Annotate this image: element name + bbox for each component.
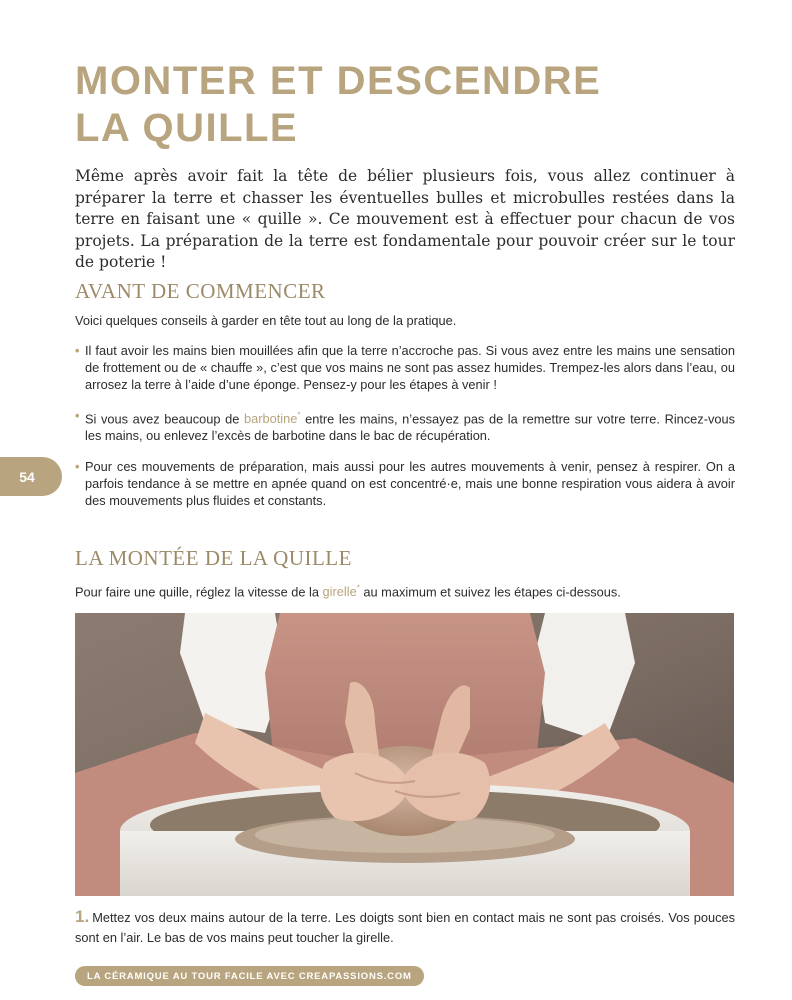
bullet-text-before: Si vous avez beaucoup de [85,411,244,427]
list-item [75,407,735,444]
glossary-term-girelle[interactable]: girelle* [322,584,360,600]
bullet-text-after: entre les mains, n’essayez pas de la remettre sur votre terre. Rincez-vous les mains, ou enlevez l’excès de barbotine dans le bac de récupération. [85,411,735,444]
step-1 [75,907,735,948]
section-heading-avant: AVANT DE COMMENCER [75,279,326,303]
bullet-text: Il faut avoir les mains bien mouillées afin que la terre n’accroche pas. Si vous avez entre les mains une sensation de frottement ou de « chauffe », c’est que vos mains ne sont pas assez humides. Trempez-les alors dans l’eau, ou arrosez la terre à l’aide d’une éponge. Pensez-y pour les étapes à venir ! [85,343,735,392]
tips-list [75,342,735,509]
section-heading-montee: LA MONTÉE DE LA QUILLE [75,546,352,570]
title-line-1: MONTER ET DESCENDRE [75,59,602,103]
footer-text: LA CÉRAMIQUE AU TOUR FACILE AVEC CREAPASSIONS.COM [87,970,412,982]
glossary-term-barbotine[interactable]: barbotine* [243,411,301,427]
section-quille-text: Pour faire une quille, réglez la vitesse de la girelle* au maximum et suivez les étapes ci-dessous. [75,584,621,600]
bullet-text: Pour ces mouvements de préparation, mais aussi pour les autres mouvements à venir, pensez à respirer. On a parfois tendance à se mettre en apnée quand on est concentré·e, mais une bonne respiration vous aidera à avoir des mouvements plus fluides et constants. [85,459,735,509]
bullet-dot-icon: • [75,459,80,475]
section-intro-text: Voici quelques conseils à garder en tête tout au long de la pratique. [75,313,457,328]
page-number: 54 [19,468,35,485]
footer-banner [75,966,424,986]
pottery-illustration [75,613,734,896]
step-text: Mettez vos deux mains autour de la terre. Les doigts sont bien en contact mais ne sont pas croisés. Vos pouces sont en l’air. Le bas de vos mains peut toucher la girelle. [75,910,735,945]
list-item [75,342,735,393]
page-number-tab [0,457,62,496]
bullet-dot-icon: • [75,408,80,423]
intro-paragraph: Même après avoir fait la tête de bélier plusieurs fois, vous allez continuer à préparer la terre et chasser les éventuelles bulles et microbulles restées dans la terre en faisant une « quille ». Ce mouvement est à effectuer pour chacun de vos projets. La préparation de la terre est fondamentale pour pouvoir créer sur le tour de poterie ! [75,167,735,271]
page-title [75,58,735,152]
bullet-dot-icon: • [75,343,80,358]
step-number: 1. [75,907,90,926]
list-item [75,458,735,509]
title-line-2: LA QUILLE [75,106,299,150]
pottery-wheel-photo [75,613,734,896]
